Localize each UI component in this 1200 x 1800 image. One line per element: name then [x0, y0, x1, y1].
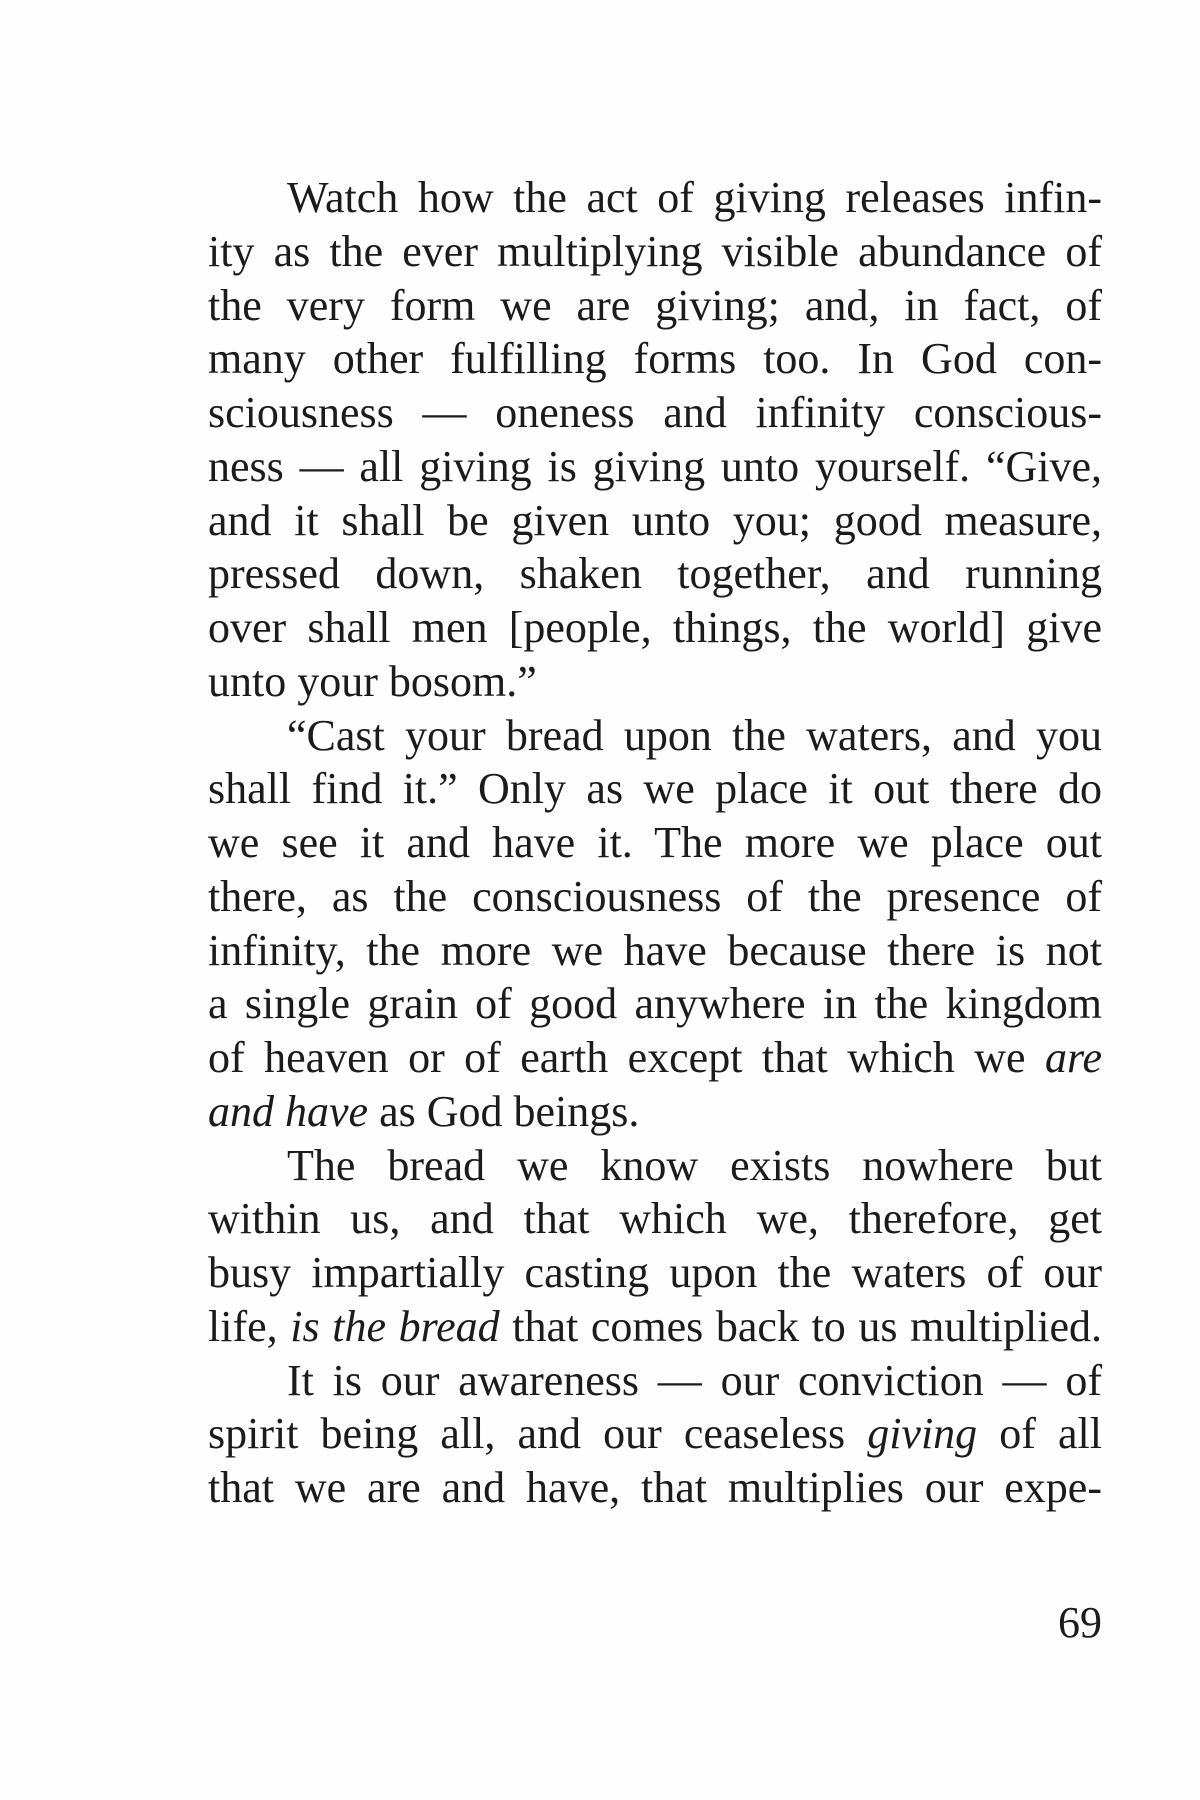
text-segment: over shall men [people, things, the world] give: [208, 603, 1102, 652]
text-line: [208, 1354, 1102, 1408]
italic-text-segment: are: [1044, 1033, 1102, 1082]
text-segment: and it shall be given unto you; good measure,: [208, 495, 1102, 545]
text-segment: It is our awareness — our conviction — of: [287, 1355, 1102, 1405]
text-line: [208, 924, 1102, 978]
text-segment: of heaven or of earth except that which we: [208, 1033, 1045, 1082]
text-line: [208, 1461, 1102, 1515]
paragraph: [208, 1139, 1102, 1354]
text-segment: pressed down, shaken together, and running: [208, 549, 1102, 599]
text-segment: many other fulfilling forms too. In God con-: [208, 334, 1102, 384]
paragraph: [208, 171, 1102, 709]
text-line: [208, 547, 1102, 601]
italic-text-segment: and have: [208, 1086, 369, 1136]
text-line: [208, 494, 1102, 548]
text-line: [208, 1031, 1102, 1085]
text-line: [208, 870, 1102, 924]
text-line: [208, 225, 1102, 279]
text-segment: a single grain of good anywhere in the kingdom: [208, 979, 1102, 1029]
text-segment: of all: [977, 1409, 1102, 1459]
text-segment: unto your bosom.”: [208, 656, 537, 706]
italic-text-segment: giving: [867, 1409, 978, 1459]
text-line: [208, 1407, 1102, 1461]
text-segment: that comes back to us multiplied.: [499, 1301, 1102, 1351]
text-line: [208, 816, 1102, 870]
text-segment: the very form we are giving; and, in fact, of: [208, 280, 1102, 330]
text-line: [208, 386, 1102, 440]
text-segment: shall find it.” Only as we place it out there do: [208, 764, 1102, 814]
text-segment: busy impartially casting upon the waters of our: [208, 1248, 1102, 1297]
text-segment: sciousness — oneness and infinity conscious-: [208, 388, 1102, 437]
text-line: [208, 1300, 1102, 1354]
text-segment: ness — all giving is giving unto yourself. “Give,: [208, 441, 1102, 491]
text-segment: spirit being all, and our ceaseless: [208, 1409, 868, 1459]
text-line: [208, 440, 1102, 494]
text-segment: Watch how the act of giving releases infin-: [287, 173, 1102, 222]
italic-text-segment: is the bread: [290, 1301, 500, 1351]
text-segment: infinity, the more we have because there is not: [208, 925, 1102, 975]
text-line: [208, 655, 1102, 709]
text-line: [208, 977, 1102, 1031]
text-segment: life,: [208, 1301, 291, 1351]
text-line: [208, 762, 1102, 816]
text-segment: there, as the consciousness of the presence of: [208, 871, 1102, 921]
text-line: [208, 601, 1102, 655]
paragraph: [208, 709, 1102, 1139]
text-segment: as God beings.: [368, 1086, 640, 1136]
text-line: [208, 1246, 1102, 1300]
text-line: [208, 1085, 1102, 1139]
paragraph: [208, 1354, 1102, 1515]
text-segment: ity as the ever multiplying visible abundance of: [208, 226, 1102, 276]
text-line: [208, 171, 1102, 225]
text-segment: “Cast your bread upon the waters, and you: [287, 710, 1102, 760]
text-line: [208, 279, 1102, 333]
text-line: [208, 709, 1102, 763]
text-segment: The bread we know exists nowhere but: [287, 1140, 1102, 1190]
text-line: [208, 1192, 1102, 1246]
text-segment: within us, and that which we, therefore, get: [208, 1194, 1102, 1244]
text-line: [208, 1139, 1102, 1193]
text-line: [208, 332, 1102, 386]
text-segment: that we are and have, that multiplies our expe-: [208, 1463, 1102, 1512]
page-text: [208, 171, 1102, 1515]
text-segment: we see it and have it. The more we place out: [208, 818, 1102, 867]
page-number: 69: [1058, 1598, 1102, 1647]
